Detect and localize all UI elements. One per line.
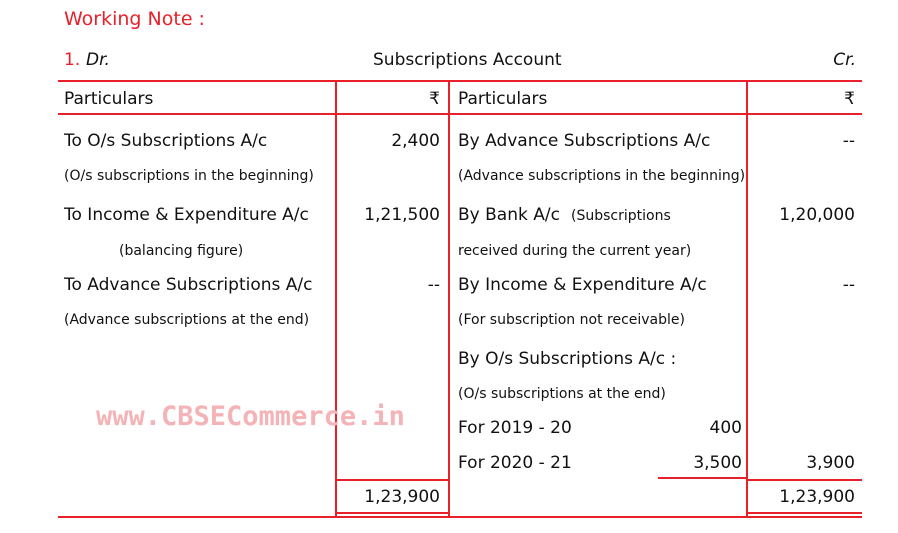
credit-total: 1,23,900 <box>779 487 855 507</box>
table-top-rule <box>58 80 862 82</box>
header-rupee-right: ₹ <box>844 89 855 109</box>
cr-label: Cr. <box>833 50 856 70</box>
os-year-2020-21-amount: 3,500 <box>693 453 742 473</box>
site-watermark: www.CBSECommerce.in <box>96 401 405 432</box>
header-particulars-right: Particulars <box>458 89 548 109</box>
header-rupee-left: ₹ <box>429 89 440 109</box>
os-year-2019-20-amount: 400 <box>709 418 742 438</box>
credit-note-bank: received during the current year) <box>458 243 692 259</box>
debit-entry-os-subscriptions: To O/s Subscriptions A/c <box>64 131 268 151</box>
center-divider <box>448 80 450 518</box>
credit-amount-advance-subscriptions: -- <box>842 131 855 151</box>
debit-note-advance-subscriptions: (Advance subscriptions at the end) <box>64 312 310 328</box>
os-year-2020-21-label: For 2020 - 21 <box>458 453 572 473</box>
debit-note-os-subscriptions: (O/s subscriptions in the beginning) <box>64 168 314 184</box>
credit-total-double-rule <box>746 512 862 514</box>
credit-entry-income-expenditure: By Income & Expenditure A/c <box>458 275 707 295</box>
debit-total-top-rule <box>335 479 450 481</box>
debit-amount-income-expenditure: 1,21,500 <box>364 205 440 225</box>
account-title: Subscriptions Account <box>373 50 562 70</box>
debit-total: 1,23,900 <box>364 487 440 507</box>
credit-entry-advance-subscriptions: By Advance Subscriptions A/c <box>458 131 711 151</box>
subtotal-rule <box>658 477 748 479</box>
credit-amount-income-expenditure: -- <box>842 275 855 295</box>
header-particulars-left: Particulars <box>64 89 154 109</box>
credit-amount-bank: 1,20,000 <box>779 205 855 225</box>
table-bottom-rule <box>58 516 862 518</box>
debit-amount-os-subscriptions: 2,400 <box>391 131 440 151</box>
credit-note-os-subscriptions: (O/s subscriptions at the end) <box>458 386 666 402</box>
debit-total-double-rule <box>335 512 450 514</box>
header-bottom-rule <box>58 113 862 115</box>
dr-label: Dr. <box>86 50 110 70</box>
credit-note-advance-subscriptions: (Advance subscriptions in the beginning) <box>458 168 746 184</box>
credit-amount-divider <box>746 80 748 518</box>
working-note-heading: Working Note : <box>64 8 205 30</box>
credit-entry-os-subscriptions: By O/s Subscriptions A/c : <box>458 349 677 369</box>
credit-inline-note-bank: (Subscriptions <box>571 208 671 224</box>
debit-entry-income-expenditure: To Income & Expenditure A/c <box>64 205 309 225</box>
debit-note-balancing-figure: (balancing figure) <box>119 243 244 259</box>
debit-entry-advance-subscriptions: To Advance Subscriptions A/c <box>64 275 313 295</box>
os-year-2019-20-label: For 2019 - 20 <box>458 418 572 438</box>
credit-note-income-expenditure: (For subscription not receivable) <box>458 312 685 328</box>
debit-amount-divider <box>335 80 337 518</box>
note-number: 1. <box>64 50 81 70</box>
credit-amount-os-subscriptions: 3,900 <box>806 453 855 473</box>
credit-total-top-rule <box>746 479 862 481</box>
debit-amount-advance-subscriptions: -- <box>427 275 440 295</box>
credit-entry-bank: By Bank A/c <box>458 205 560 225</box>
